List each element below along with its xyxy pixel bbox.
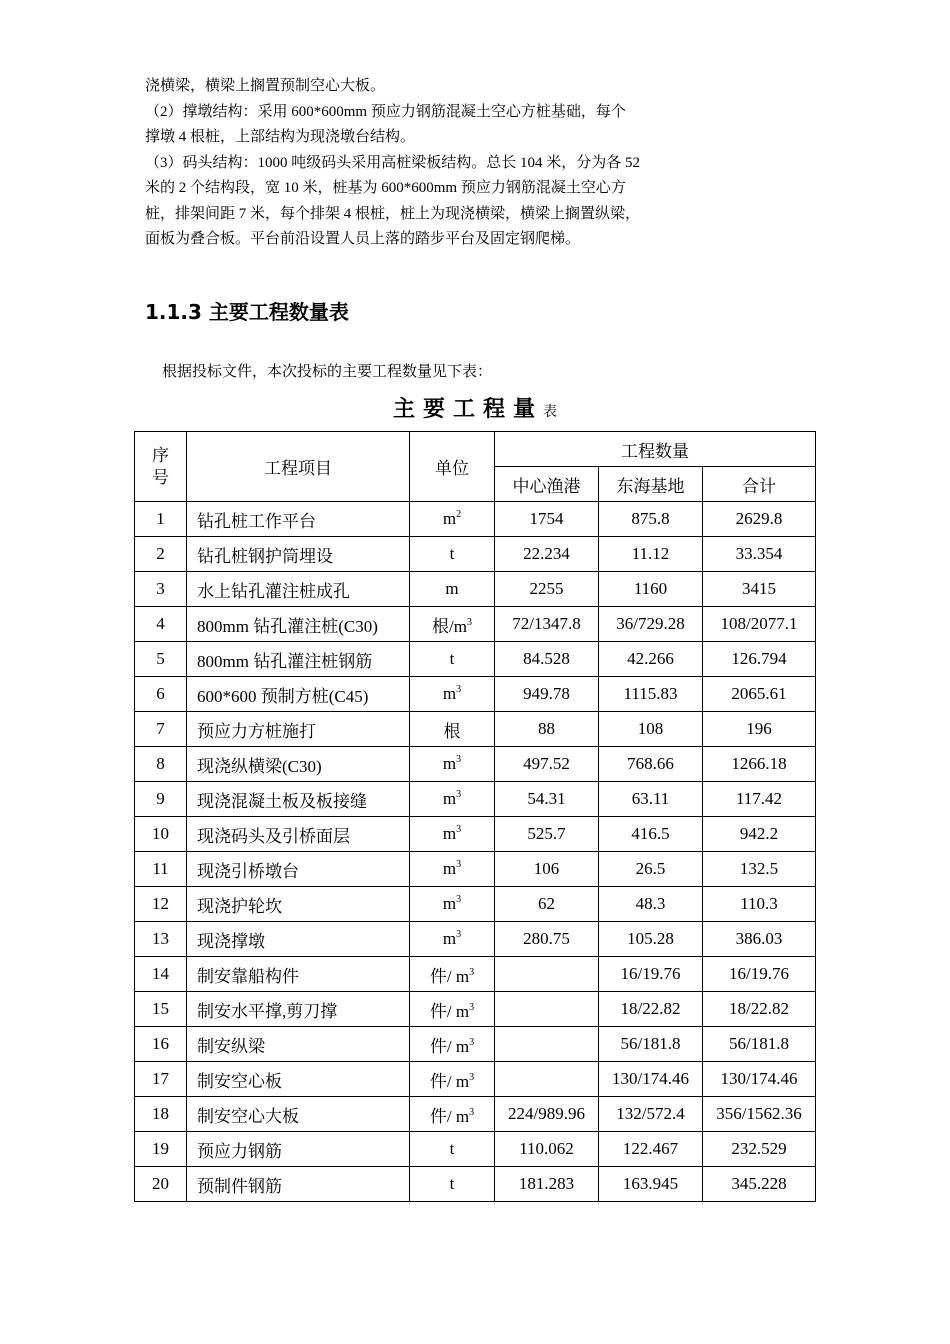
row-value-donghai-base: 163.945: [599, 1167, 703, 1202]
row-unit: [410, 1027, 495, 1062]
row-value-total: 126.794: [703, 642, 816, 677]
row-unit: [410, 1132, 495, 1167]
row-value-total: 2065.61: [703, 677, 816, 712]
row-unit: [410, 817, 495, 852]
unit-superscript: 3: [469, 966, 475, 978]
row-value-total: 33.354: [703, 537, 816, 572]
row-number: 10: [135, 817, 187, 852]
row-number: 15: [135, 992, 187, 1027]
row-value-center-port: 88: [495, 712, 599, 747]
unit-text: m: [442, 894, 457, 913]
row-value-total: 356/1562.36: [703, 1097, 816, 1132]
unit-superscript: 3: [456, 824, 462, 835]
row-number: 18: [135, 1097, 187, 1132]
body-paragraphs: [145, 74, 705, 253]
row-item: 预应力钢筋: [187, 1132, 410, 1167]
row-value-donghai-base: 416.5: [599, 817, 703, 852]
unit-text: t: [449, 1139, 455, 1158]
row-value-total: 386.03: [703, 922, 816, 957]
row-value-total: 3415: [703, 572, 816, 607]
row-value-donghai-base: 36/729.28: [599, 607, 703, 642]
row-value-center-port: [495, 1027, 599, 1062]
unit-text: 件/ m: [429, 1036, 470, 1056]
table-row: [135, 1027, 816, 1062]
row-number: 14: [135, 957, 187, 992]
row-unit: [410, 782, 495, 817]
unit-text: m: [442, 929, 457, 948]
row-unit: [410, 957, 495, 992]
row-unit: [410, 677, 495, 712]
row-unit: [410, 887, 495, 922]
table-title-suffix: 表: [543, 404, 557, 420]
row-item: 钻孔桩工作平台: [187, 502, 410, 537]
row-value-donghai-base: 48.3: [599, 887, 703, 922]
row-value-total: 110.3: [703, 887, 816, 922]
row-item: 制安纵梁: [187, 1027, 410, 1062]
paragraph-line: 撑墩 4 根桩，上部结构为现浇墩台结构。: [145, 129, 416, 145]
row-value-center-port: [495, 1062, 599, 1097]
row-number: 8: [135, 747, 187, 782]
row-value-donghai-base: 1115.83: [599, 677, 703, 712]
row-value-center-port: 22.234: [495, 537, 599, 572]
row-value-total: 132.5: [703, 852, 816, 887]
paragraph-line: （2）撑墩结构：采用 600*600mm 预应力钢筋混凝土空心方桩基础，每个: [145, 103, 626, 120]
row-unit: [410, 642, 495, 677]
row-value-donghai-base: 16/19.76: [599, 957, 703, 992]
table-row: [135, 642, 816, 677]
row-value-donghai-base: 130/174.46: [599, 1062, 703, 1097]
row-number: 20: [135, 1167, 187, 1202]
row-value-donghai-base: 42.266: [599, 642, 703, 677]
row-unit: [410, 572, 495, 607]
header-seq: [135, 432, 187, 502]
table-row: [135, 1097, 816, 1132]
table-row: [135, 1132, 816, 1167]
row-unit: [410, 922, 495, 957]
row-value-center-port: 497.52: [495, 747, 599, 782]
row-value-center-port: 106: [495, 852, 599, 887]
row-item: 制安空心板: [187, 1062, 410, 1097]
unit-text: m: [442, 824, 457, 843]
table-row: [135, 887, 816, 922]
row-number: 4: [135, 607, 187, 642]
row-item: 预制件钢筋: [187, 1167, 410, 1202]
row-value-center-port: 949.78: [495, 677, 599, 712]
unit-superscript: 2: [456, 509, 462, 520]
row-unit: [410, 1167, 495, 1202]
row-value-donghai-base: 63.11: [599, 782, 703, 817]
row-value-donghai-base: 122.467: [599, 1132, 703, 1167]
row-item: 现浇码头及引桥面层: [187, 817, 410, 852]
row-unit: [410, 1062, 495, 1097]
row-value-total: 942.2: [703, 817, 816, 852]
header-col2: 东海基地: [599, 467, 703, 502]
row-number: 1: [135, 502, 187, 537]
row-item: 制安靠船构件: [187, 957, 410, 992]
row-value-center-port: 84.528: [495, 642, 599, 677]
table-row: [135, 677, 816, 712]
unit-text: 件/ m: [429, 1001, 470, 1021]
row-item: 800mm 钻孔灌注桩(C30): [187, 607, 410, 642]
unit-superscript: 3: [469, 1036, 475, 1048]
table-body: [135, 502, 816, 1202]
section-heading: 1.1.3 主要工程数量表: [145, 300, 349, 324]
paragraph-line: 面板为叠合板。平台前沿设置人员上落的踏步平台及固定钢爬梯。: [145, 231, 581, 247]
unit-text: m: [442, 509, 457, 528]
row-value-donghai-base: 26.5: [599, 852, 703, 887]
row-value-center-port: 2255: [495, 572, 599, 607]
table-header-row: [135, 432, 816, 467]
row-unit: [410, 607, 495, 642]
unit-text: t: [449, 544, 455, 563]
row-value-center-port: 72/1347.8: [495, 607, 599, 642]
row-value-center-port: [495, 957, 599, 992]
row-item: 现浇引桥墩台: [187, 852, 410, 887]
row-value-center-port: 280.75: [495, 922, 599, 957]
intro-text: 根据投标文件，本次投标的主要工程数量见下表：: [162, 364, 493, 380]
table-row: [135, 537, 816, 572]
row-item: 现浇纵横梁(C30): [187, 747, 410, 782]
row-unit: [410, 502, 495, 537]
unit-text: m: [445, 579, 459, 598]
table-row: [135, 817, 816, 852]
row-value-center-port: 54.31: [495, 782, 599, 817]
row-value-total: 1266.18: [703, 747, 816, 782]
row-value-center-port: 1754: [495, 502, 599, 537]
row-number: 13: [135, 922, 187, 957]
unit-text: 件/ m: [429, 1071, 470, 1091]
row-value-donghai-base: 11.12: [599, 537, 703, 572]
unit-superscript: 3: [456, 684, 462, 695]
row-value-total: 117.42: [703, 782, 816, 817]
row-value-total: 232.529: [703, 1132, 816, 1167]
row-number: 5: [135, 642, 187, 677]
row-number: 12: [135, 887, 187, 922]
row-item: 800mm 钻孔灌注桩钢筋: [187, 642, 410, 677]
unit-superscript: 3: [456, 929, 462, 940]
header-col1: 中心渔港: [495, 467, 599, 502]
row-value-donghai-base: 56/181.8: [599, 1027, 703, 1062]
row-item: 钻孔桩钢护筒埋设: [187, 537, 410, 572]
row-item: 600*600 预制方桩(C45): [187, 677, 410, 712]
unit-superscript: 3: [456, 894, 462, 905]
table-row: [135, 607, 816, 642]
row-unit: [410, 992, 495, 1027]
row-value-center-port: 62: [495, 887, 599, 922]
row-unit: [410, 852, 495, 887]
header-seq-label: 序号: [152, 445, 169, 487]
row-value-center-port: 110.062: [495, 1132, 599, 1167]
table-row: [135, 1167, 816, 1202]
table-row: [135, 712, 816, 747]
table-title: [0, 392, 950, 423]
unit-text: 根/m: [432, 616, 467, 636]
row-value-donghai-base: 105.28: [599, 922, 703, 957]
row-value-total: 196: [703, 712, 816, 747]
unit-superscript: 3: [466, 616, 472, 628]
unit-text: 根: [443, 721, 461, 741]
row-value-total: 108/2077.1: [703, 607, 816, 642]
paragraph-line: （3）码头结构：1000 吨级码头采用高桩梁板结构。总长 104 米，分为各 52: [145, 154, 641, 171]
unit-superscript: 3: [469, 1106, 475, 1118]
table-row: [135, 992, 816, 1027]
table-title-main: 主要工程量: [392, 397, 543, 422]
row-number: 6: [135, 677, 187, 712]
row-item: 制安空心大板: [187, 1097, 410, 1132]
table-row: [135, 1062, 816, 1097]
row-value-center-port: [495, 992, 599, 1027]
header-unit: 单位: [410, 432, 495, 502]
row-value-total: 18/22.82: [703, 992, 816, 1027]
row-number: 2: [135, 537, 187, 572]
unit-text: t: [449, 649, 455, 668]
row-unit: [410, 537, 495, 572]
row-unit: [410, 747, 495, 782]
unit-text: t: [449, 1174, 455, 1193]
row-value-total: 130/174.46: [703, 1062, 816, 1097]
row-item: 制安水平撑,剪刀撑: [187, 992, 410, 1027]
table-row: [135, 922, 816, 957]
row-value-donghai-base: 1160: [599, 572, 703, 607]
row-number: 11: [135, 852, 187, 887]
header-item: 工程项目: [187, 432, 410, 502]
header-qty: 工程数量: [495, 432, 816, 467]
table-row: [135, 572, 816, 607]
row-item: 现浇撑墩: [187, 922, 410, 957]
row-unit: [410, 1097, 495, 1132]
unit-text: m: [442, 789, 457, 808]
row-item: 现浇混凝土板及板接缝: [187, 782, 410, 817]
row-value-donghai-base: 132/572.4: [599, 1097, 703, 1132]
row-value-center-port: 224/989.96: [495, 1097, 599, 1132]
row-value-center-port: 181.283: [495, 1167, 599, 1202]
row-value-total: 16/19.76: [703, 957, 816, 992]
row-number: 16: [135, 1027, 187, 1062]
row-number: 9: [135, 782, 187, 817]
unit-text: m: [442, 754, 457, 773]
table-row: [135, 782, 816, 817]
unit-text: 件/ m: [429, 966, 470, 986]
row-value-donghai-base: 18/22.82: [599, 992, 703, 1027]
row-unit: [410, 712, 495, 747]
row-value-donghai-base: 768.66: [599, 747, 703, 782]
table-row: [135, 747, 816, 782]
row-number: 7: [135, 712, 187, 747]
row-value-donghai-base: 108: [599, 712, 703, 747]
header-col3: 合计: [703, 467, 816, 502]
table-row: [135, 502, 816, 537]
unit-text: m: [442, 859, 457, 878]
row-item: 预应力方桩施打: [187, 712, 410, 747]
paragraph-line: 桩，排架间距 7 米，每个排架 4 根桩，桩上为现浇横梁，横梁上搁置纵梁，: [145, 205, 641, 222]
row-item: 现浇护轮坎: [187, 887, 410, 922]
unit-superscript: 3: [469, 1071, 475, 1083]
quantity-table: [134, 431, 816, 1202]
table-row: [135, 957, 816, 992]
unit-superscript: 3: [469, 1001, 475, 1013]
row-value-donghai-base: 875.8: [599, 502, 703, 537]
unit-text: m: [442, 684, 457, 703]
row-number: 19: [135, 1132, 187, 1167]
row-value-total: 56/181.8: [703, 1027, 816, 1062]
paragraph-line: 浇横梁，横梁上搁置预制空心大板。: [145, 78, 386, 94]
unit-superscript: 3: [456, 789, 462, 800]
unit-superscript: 3: [456, 859, 462, 870]
row-value-total: 345.228: [703, 1167, 816, 1202]
unit-superscript: 3: [456, 754, 462, 765]
row-value-total: 2629.8: [703, 502, 816, 537]
row-number: 3: [135, 572, 187, 607]
table-row: [135, 852, 816, 887]
unit-text: 件/ m: [429, 1106, 470, 1126]
row-number: 17: [135, 1062, 187, 1097]
paragraph-line: 米的 2 个结构段，宽 10 米，桩基为 600*600mm 预应力钢筋混凝土空心方: [145, 180, 626, 196]
row-item: 水上钻孔灌注桩成孔: [187, 572, 410, 607]
row-value-center-port: 525.7: [495, 817, 599, 852]
